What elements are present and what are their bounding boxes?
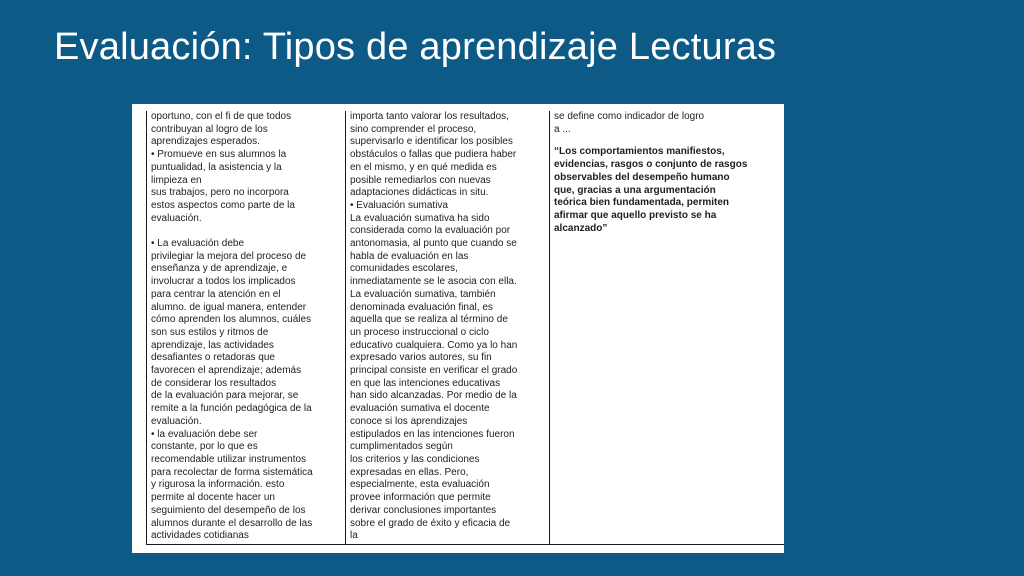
table-cell-column-1 bbox=[147, 111, 346, 545]
column-1-text: oportuno, con el fi de que todos contribuyan al logro de los aprendizajes esperados. • Promueve en sus alumnos la puntualidad, la asistencia y la limpieza en sus trabajos, pero no incorpora estos aspectos como parte de la evaluación. • La evaluación debe privilegiar la mejora del proceso de enseñanza y de aprendizaje, e involucrar a todos los implicados para centrar la atención en el alumno. de igual manera, entender cómo aprenden los alumnos, cuáles son sus estilos y ritmos de aprendizaje, las actividades desafiantes o retadoras que favorecen el aprendizaje; además de considerar los resultados de la evaluación para mejorar, se remite a la función pedagógica de la evaluación. • la evaluación debe ser constante, por lo que es recomendable utilizar instrumentos para recolectar de forma sistemática y rigurosa la información. esto permite al docente hacer un seguimiento del desempeño de los alumnos durante el desarrollo de las actividades cotidianas bbox=[151, 111, 313, 542]
table-cell-column-3 bbox=[550, 111, 785, 545]
column-3-quote-text: “Los comportamientos manifiestos, evidencias, rasgos o conjunto de rasgos observables del desempeño humano que, gracias a una argumentación teórica bien fundamentada, permiten afirmar que aquello previsto se ha alcanzado” bbox=[554, 146, 748, 234]
table-row bbox=[147, 111, 785, 545]
evaluation-table bbox=[146, 111, 784, 545]
table-cell-column-2 bbox=[346, 111, 550, 545]
slide-title: Evaluación: Tipos de aprendizaje Lecturas bbox=[54, 26, 777, 68]
column-2-text: importa tanto valorar los resultados, sino comprender el proceso, supervisarlo e identificar los posibles obstáculos o fallas que pudiera haber en el mismo, y en qué medida es posible remediarlos con nuevas adaptaciones didácticas in situ. • Evaluación sumativa La evaluación sumativa ha sido considerada como la evaluación por antonomasia, al punto que cuando se habla de evaluación en las comunidades escolares, inmediatamente se le asocia con ella. La evaluación sumativa, también denominada evaluación final, es aquella que se realiza al término de un proceso instruccional o ciclo educativo cualquiera. Como ya lo han expresado varios autores, su fin principal consiste en verificar el grado en que las intenciones educativas han sido alcanzadas. Por medio de la evaluación sumativa el docente conoce si los aprendizajes estipulados en las intenciones fueron cumplimentados según los criterios y las condiciones expresadas en ellas. Pero, especialmente, esta evaluación provee información que permite derivar conclusiones importantes sobre el grado de éxito y eficacia de la bbox=[350, 111, 518, 542]
column-3-intro-text: se define como indicador de logro a ... bbox=[554, 111, 705, 135]
document-excerpt-image bbox=[132, 104, 784, 553]
